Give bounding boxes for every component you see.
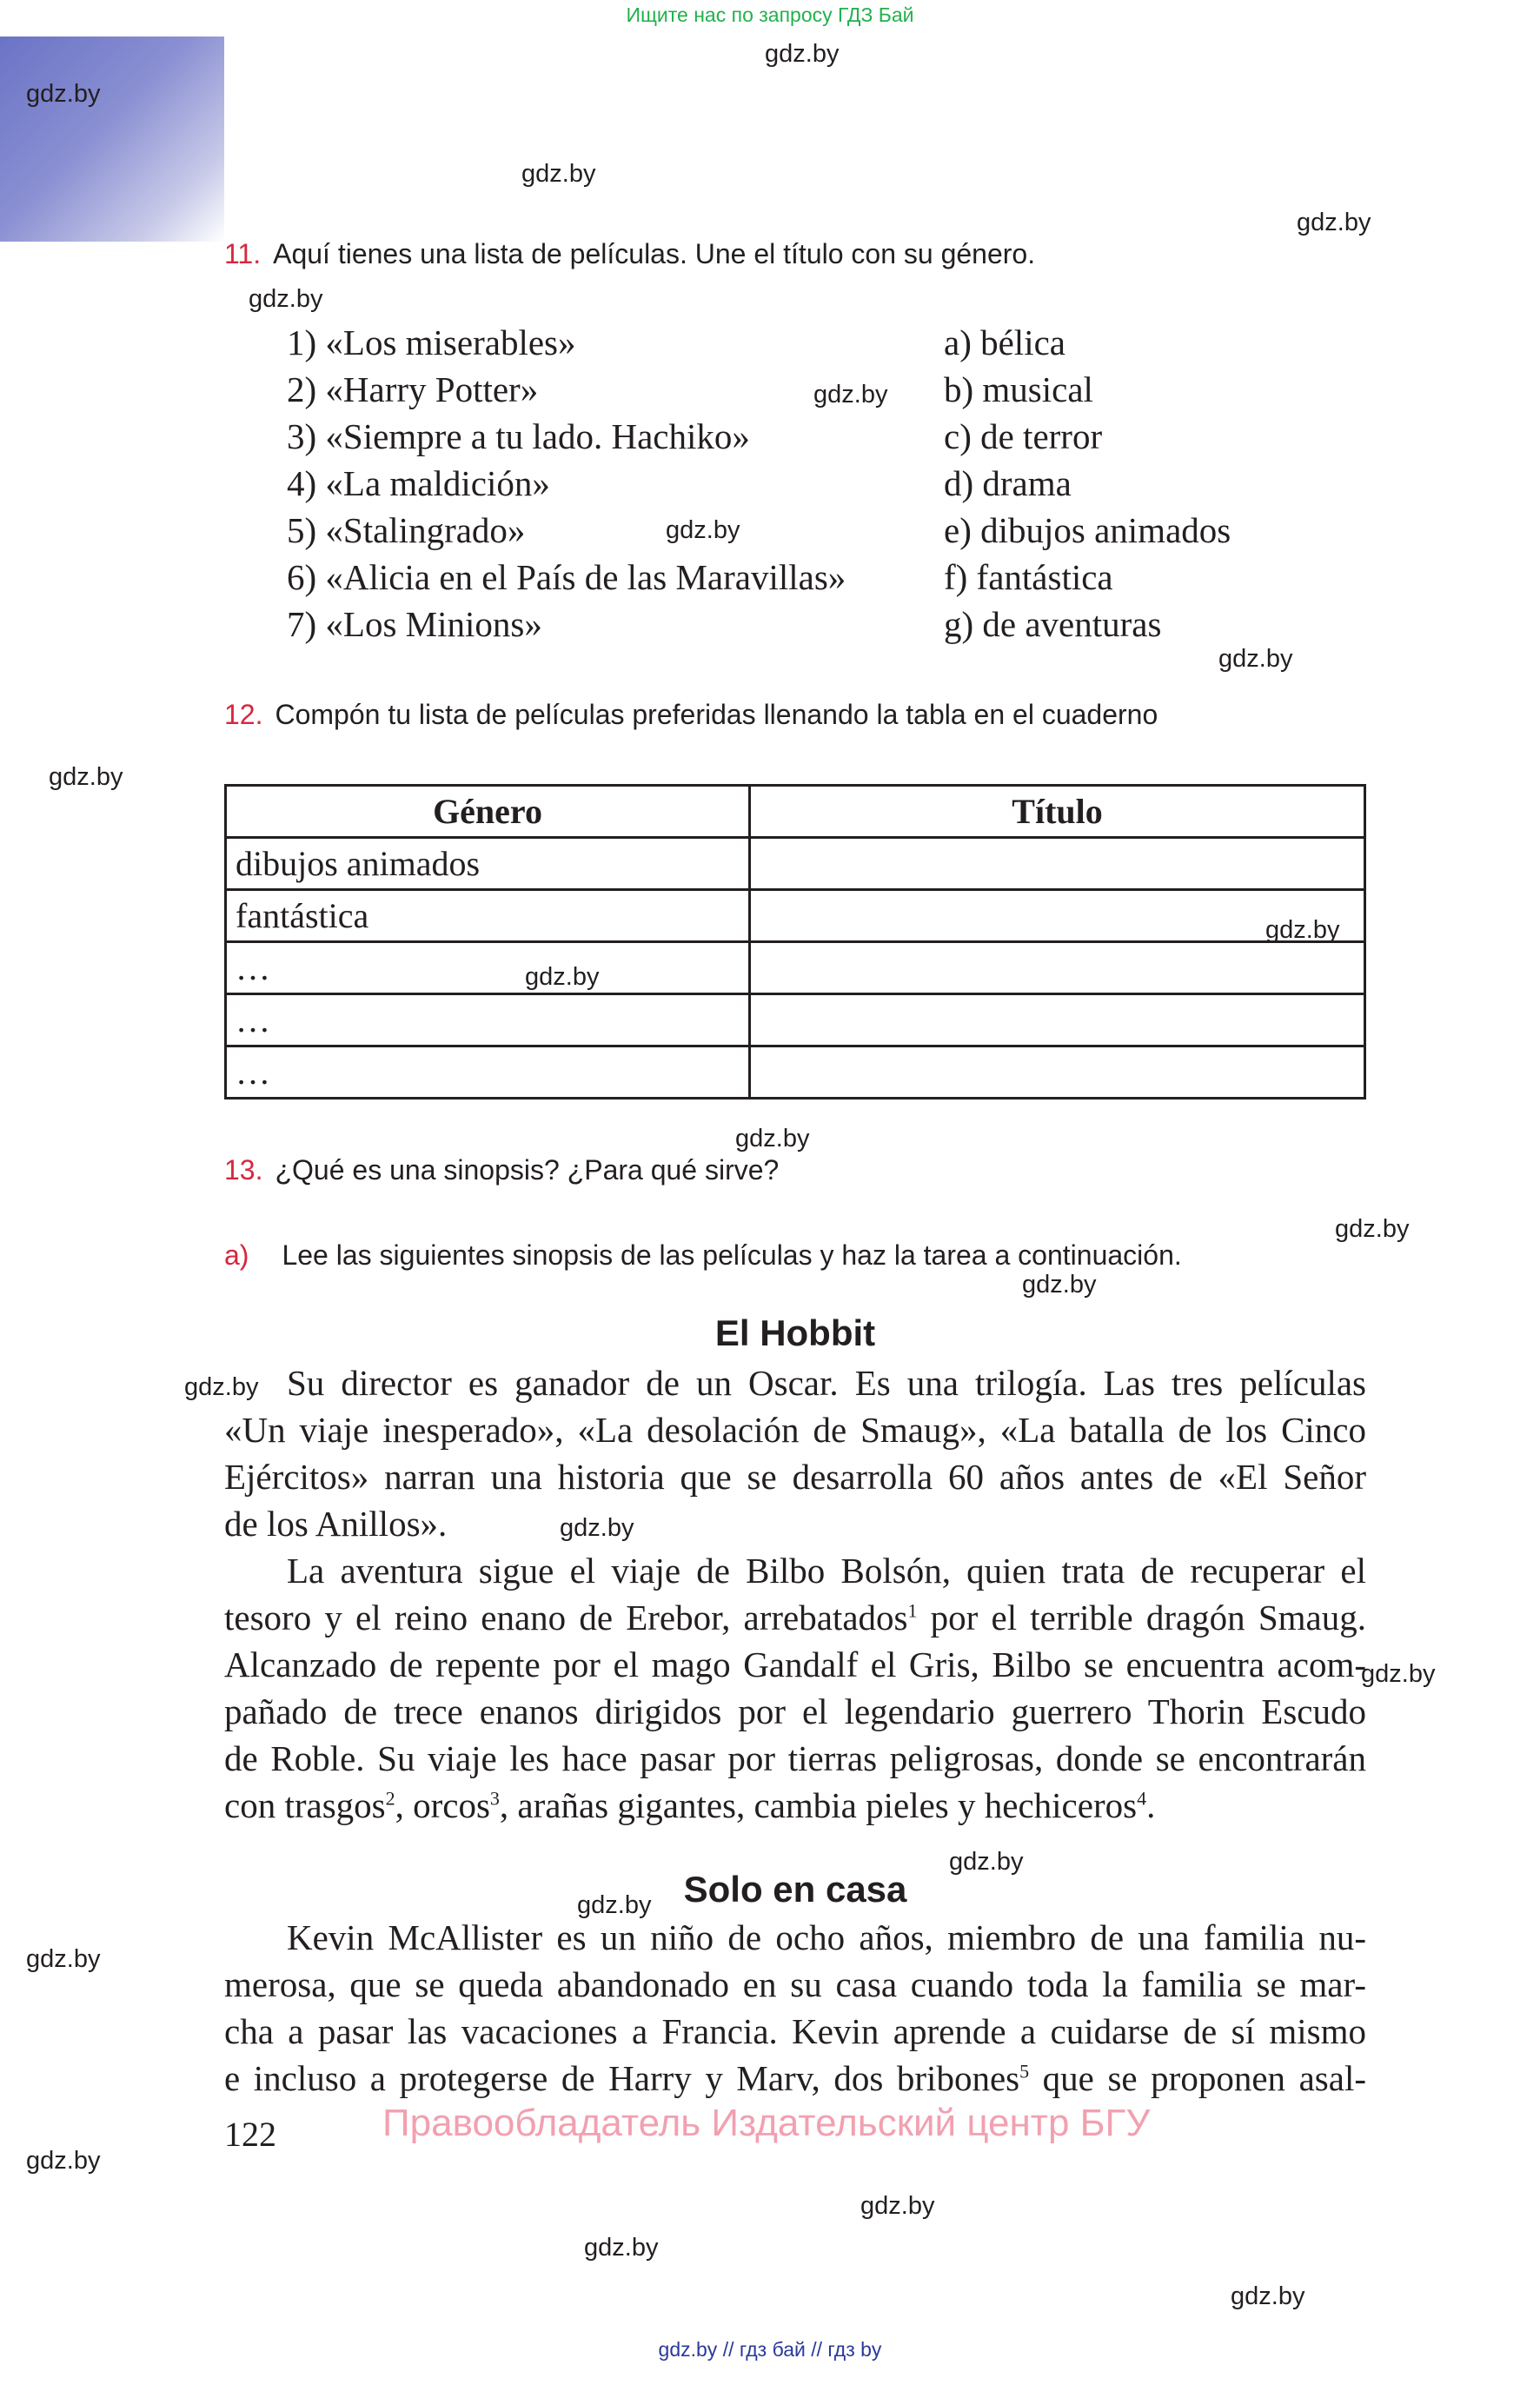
footnote-marker: 2 <box>385 1787 395 1810</box>
footnote-marker: 4 <box>1137 1787 1147 1810</box>
text-line: de los Anillos». <box>224 1504 448 1544</box>
section-title-hobbit: El Hobbit <box>714 1312 876 1353</box>
watermark: gdz.by <box>184 1373 259 1401</box>
watermark: gdz.by <box>26 80 101 108</box>
film-item: 2) «Harry Potter» <box>287 369 539 409</box>
text-line: Ejércitos» narran una historia que se desarrolla 60 años antes de «El Señor <box>224 1457 1366 1497</box>
table-cell: … <box>226 942 750 994</box>
watermark: gdz.by <box>666 516 740 544</box>
footnote-marker: 3 <box>489 1787 500 1810</box>
table-header: Género <box>226 786 750 838</box>
task-number: 11. <box>224 238 262 269</box>
footnote-marker: 1 <box>907 1599 918 1622</box>
watermark: gdz.by <box>1231 2282 1305 2310</box>
table-row <box>226 942 1365 994</box>
watermark: gdz.by <box>521 160 596 188</box>
home-alone-paragraph <box>224 1914 1366 2102</box>
genre-item: g) de aventuras <box>944 604 1162 644</box>
corner-gradient <box>0 37 224 242</box>
hobbit-paragraph-2 <box>224 1547 1366 1829</box>
table-row <box>226 1046 1365 1099</box>
table-cell-empty <box>750 1046 1365 1099</box>
table-cell: dibujos animados <box>226 838 750 890</box>
genre-item: f) fantástica <box>944 557 1113 597</box>
genre-table <box>224 784 1366 1099</box>
film-item: 1) «Los miserables» <box>287 322 576 362</box>
table-cell: … <box>226 994 750 1046</box>
text-line: cha a pasar las vacaciones a Francia. Kevin aprende a cuidarse de sí mismo <box>224 2011 1366 2051</box>
copyright-owner: Правообладатель Издательский центр БГУ <box>382 2102 1151 2144</box>
film-item: 3) «Siempre a tu lado. Hachiko» <box>287 416 750 456</box>
text-line: e incluso a protegerse de Harry y Marv, dos bribones$^5$ que se proponen asal- <box>224 2058 1367 2098</box>
footnote-marker: 5 <box>1019 2060 1030 2083</box>
watermark: gdz.by <box>1265 916 1340 944</box>
table-row <box>226 838 1365 890</box>
genre-item: c) de terror <box>944 416 1103 456</box>
text-line: Kevin McAllister es un niño de ocho años, miembro de una familia nu- <box>287 1917 1366 1957</box>
watermark: gdz.by <box>949 1848 1024 1876</box>
watermark: gdz.by <box>813 381 888 409</box>
genre-item: d) drama <box>944 463 1072 503</box>
watermark: gdz.by <box>1218 645 1293 673</box>
task-number: 13. <box>224 1154 263 1186</box>
watermark: gdz.by <box>584 2234 659 2262</box>
genre-item: e) dibujos animados <box>944 510 1231 550</box>
watermark: gdz.by <box>860 2192 935 2220</box>
page-number: 122 <box>224 2115 276 2154</box>
text-line: tesoro y el reino enano de Erebor, arrebatados$^1$ por el terrible dragón Smaug. <box>224 1598 1366 1638</box>
task-13-instruction: 13. ¿Qué es una sinopsis? ¿Para qué sirve? <box>224 1154 780 1186</box>
watermark: gdz.by <box>1297 209 1371 236</box>
table-cell-empty <box>750 838 1365 890</box>
watermark: gdz.by <box>26 1945 101 1973</box>
watermark: gdz.by <box>1335 1215 1410 1243</box>
table-cell-empty <box>750 994 1365 1046</box>
watermark: gdz.by <box>249 285 323 313</box>
text-line: pañado de trece enanos dirigidos por el legendario guerrero Thorin Escudo <box>224 1691 1366 1731</box>
genre-item: b) musical <box>944 369 1093 409</box>
watermark: gdz.by <box>1022 1271 1097 1299</box>
text-line: «Un viaje inesperado», «La desolación de Smaug», «La batalla de los Cinco <box>224 1410 1366 1450</box>
search-banner: Ищите нас по запросу ГДЗ Бай <box>626 3 914 26</box>
watermark: gdz.by <box>735 1125 810 1153</box>
watermark: gdz.by <box>765 40 840 68</box>
bottom-links[interactable]: gdz.by // гдз бай // гдз by <box>658 2338 882 2361</box>
task-11-instruction: 11. Aquí tienes una lista de películas. Une el título con su género. <box>224 238 1036 269</box>
film-item: 4) «La maldición» <box>287 463 550 503</box>
task-number: 12. <box>224 699 263 730</box>
table-header: Título <box>750 786 1365 838</box>
film-item: 5) «Stalingrado» <box>287 510 526 550</box>
watermark: gdz.by <box>1361 1660 1436 1688</box>
table-row <box>226 994 1365 1046</box>
genre-item: a) bélica <box>944 322 1065 362</box>
task-12-instruction: 12. Compón tu lista de películas preferidas llenando la tabla en el cuaderno <box>224 699 1158 730</box>
film-item: 7) «Los Minions» <box>287 604 542 644</box>
task-13a-instruction: a) Lee las siguientes sinopsis de las películas y haz la tarea a continuación. <box>224 1239 1182 1271</box>
watermark: gdz.by <box>560 1514 634 1542</box>
table-cell-empty <box>750 890 1365 942</box>
hobbit-paragraph-1 <box>224 1359 1366 1547</box>
watermark: gdz.by <box>525 963 600 991</box>
watermark: gdz.by <box>577 1891 652 1919</box>
section-title-home-alone: Solo en casa <box>683 1869 907 1910</box>
table-row <box>226 890 1365 942</box>
table-cell-empty <box>750 942 1365 994</box>
text-line: con trasgos$^2$, orcos$^3$, arañas gigantes, cambia pieles y hechiceros$^4$. <box>224 1785 1156 1825</box>
table-header-row <box>226 786 1365 838</box>
text-line: Alcanzado de repente por el mago Gandalf el Gris, Bilbo se encuentra acom- <box>224 1644 1366 1684</box>
text-line: de Roble. Su viaje les hace pasar por tierras peligrosas, donde se encontrarán <box>224 1738 1366 1778</box>
film-item: 6) «Alicia en el País de las Maravillas» <box>287 557 846 597</box>
sub-letter: a) <box>224 1239 249 1271</box>
text-line: La aventura sigue el viaje de Bilbo Bolsón, quien trata de recuperar el <box>287 1551 1366 1591</box>
table-cell: fantástica <box>226 890 750 942</box>
text-line: Su director es ganador de un Oscar. Es una trilogía. Las tres películas <box>287 1363 1366 1403</box>
text-line: merosa, que se queda abandonado en su casa cuando toda la familia se mar- <box>224 1964 1366 2004</box>
watermark: gdz.by <box>26 2147 101 2175</box>
table-cell: … <box>226 1046 750 1099</box>
watermark: gdz.by <box>49 763 123 791</box>
